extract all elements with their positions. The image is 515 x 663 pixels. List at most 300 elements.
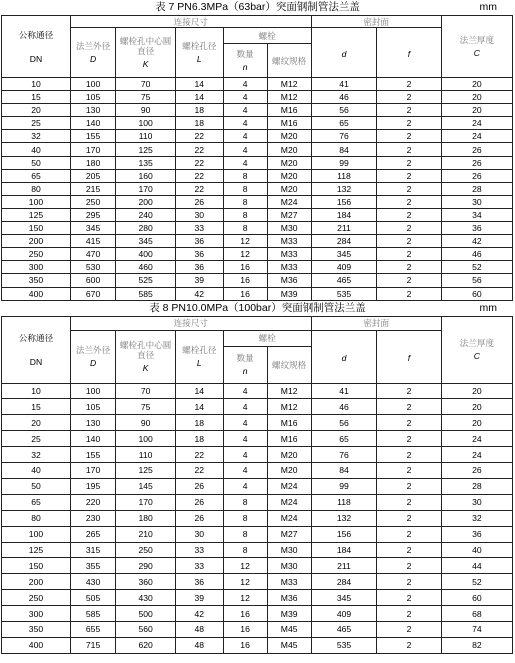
table-cell: 655 <box>70 621 115 637</box>
table-cell: 205 <box>70 169 115 182</box>
table-cell: 130 <box>70 415 115 431</box>
table-cell: 135 <box>116 156 176 169</box>
table-cell: 2 <box>377 590 441 606</box>
table-cell: 22 <box>176 169 223 182</box>
table-cell: 8 <box>223 222 267 235</box>
table-row <box>2 274 513 287</box>
table-cell: 170 <box>70 143 115 156</box>
table-cell: 82 <box>441 637 512 653</box>
table-cell: 180 <box>70 156 115 169</box>
table-cell: 84 <box>311 463 377 479</box>
table-cell: 2 <box>377 463 441 479</box>
table-cell: 12 <box>223 235 267 248</box>
table-cell: 20 <box>2 104 71 117</box>
table-row <box>2 235 513 248</box>
table-cell: 80 <box>2 182 71 195</box>
table-cell: 125 <box>116 463 176 479</box>
table-cell: 42 <box>176 606 223 622</box>
table-cell: 36 <box>176 261 223 274</box>
table-cell: 430 <box>70 574 115 590</box>
table-cell: 415 <box>70 235 115 248</box>
table-row <box>2 195 513 208</box>
table-cell: 48 <box>176 637 223 653</box>
table-row <box>2 287 513 300</box>
table-cell: 4 <box>223 399 267 415</box>
header-bolt-quantity <box>223 346 267 383</box>
table-cell: 75 <box>116 91 176 104</box>
table-cell: 30 <box>176 208 223 221</box>
table-cell: 50 <box>2 156 71 169</box>
table-cell: 4 <box>223 117 267 130</box>
table-cell: 125 <box>116 143 176 156</box>
header-bolt-hole-label: 螺栓孔径 <box>182 41 217 51</box>
table-cell: M39 <box>267 606 311 622</box>
table-cell: 20 <box>441 383 512 399</box>
table-cell: 65 <box>2 494 71 510</box>
table-row <box>2 130 513 143</box>
table-row <box>2 478 513 494</box>
table-row <box>2 431 513 447</box>
header-bolt-hole <box>176 330 223 383</box>
header-flange-od-label: 法兰外径 <box>75 345 111 356</box>
table-cell: 8 <box>223 169 267 182</box>
table-cell: 46 <box>311 399 377 415</box>
table-row <box>2 463 513 479</box>
table-row <box>2 182 513 195</box>
header-connection-dimensions-label: 连接尺寸 <box>173 16 209 27</box>
header-thread-size-label: 螺纹规格 <box>271 55 307 66</box>
table-cell: 355 <box>70 558 115 574</box>
table-cell: 18 <box>176 104 223 117</box>
table-cell: 20 <box>2 415 71 431</box>
table-cell: 2 <box>377 274 441 287</box>
table-cell: 210 <box>116 526 176 542</box>
table-cell: M30 <box>267 542 311 558</box>
table-cell: 409 <box>311 606 377 622</box>
table-cell: M16 <box>267 104 311 117</box>
table-row <box>2 510 513 526</box>
header-flange-od-symbol: D <box>89 358 97 369</box>
header-bolt-circle <box>116 28 176 78</box>
table-cell: 2 <box>377 169 441 182</box>
table-cell: 125 <box>2 542 71 558</box>
header-connection-dimensions <box>70 16 311 28</box>
flange-table <box>1 316 513 654</box>
table-row <box>2 526 513 542</box>
table-cell: 430 <box>116 590 176 606</box>
table-cell: 670 <box>70 287 115 300</box>
table-cell: 56 <box>441 274 512 287</box>
table-cell: 36 <box>176 574 223 590</box>
table-cell: 4 <box>223 130 267 143</box>
table-cell: 2 <box>377 222 441 235</box>
table-cell: 14 <box>176 399 223 415</box>
table-cell: 620 <box>116 637 176 653</box>
table-cell: 345 <box>70 222 115 235</box>
table-cell: 145 <box>116 478 176 494</box>
table-cell: 2 <box>377 637 441 653</box>
header-nominal-diameter-symbol: DN <box>29 53 43 64</box>
header-connection-dimensions <box>70 316 311 330</box>
table-cell: 75 <box>116 399 176 415</box>
table-cell: 26 <box>441 156 512 169</box>
table-row <box>2 542 513 558</box>
table-cell: 52 <box>441 261 512 274</box>
table-cell: 32 <box>2 130 71 143</box>
table-cell: 350 <box>2 621 71 637</box>
table-cell: 12 <box>223 574 267 590</box>
table-cell: 300 <box>2 261 71 274</box>
table-cell: 90 <box>116 415 176 431</box>
header-bolt-hole-symbol: L <box>196 358 202 369</box>
table-cell: 74 <box>441 621 512 637</box>
table-cell: 200 <box>116 195 176 208</box>
table-cell: 180 <box>116 510 176 526</box>
table-cell: 18 <box>176 117 223 130</box>
table-cell: 68 <box>441 606 512 622</box>
table-cell: 400 <box>2 637 71 653</box>
table-cell: 530 <box>70 261 115 274</box>
table-cell: 100 <box>116 117 176 130</box>
table-cell: 500 <box>116 606 176 622</box>
table-cell: 30 <box>441 494 512 510</box>
table-cell: 118 <box>311 494 377 510</box>
table-cell: M30 <box>267 558 311 574</box>
table-cell: 8 <box>223 208 267 221</box>
table-cell: 70 <box>116 78 176 91</box>
table-cell: M27 <box>267 208 311 221</box>
header-flange-thickness-symbol: C <box>473 48 480 58</box>
header-connection-dimensions-label: 连接尺寸 <box>173 318 209 329</box>
table-cell: 18 <box>176 431 223 447</box>
table-cell: 105 <box>70 399 115 415</box>
header-bolt-quantity-symbol: n <box>242 62 248 72</box>
table-cell: 26 <box>441 463 512 479</box>
table-cell: 130 <box>70 104 115 117</box>
table-cell: 16 <box>223 274 267 287</box>
table-cell: M36 <box>267 274 311 287</box>
table-cell: 46 <box>441 248 512 261</box>
table-cell: 280 <box>116 222 176 235</box>
table-cell: 8 <box>223 182 267 195</box>
table-cell: 52 <box>441 574 512 590</box>
table-cell: 26 <box>176 478 223 494</box>
table-cell: 2 <box>377 117 441 130</box>
table-cell: 22 <box>176 156 223 169</box>
header-bolt-hole-label: 螺栓孔径 <box>182 345 217 356</box>
table-row <box>2 91 513 104</box>
table-cell: 315 <box>70 542 115 558</box>
table-cell: 65 <box>311 117 377 130</box>
header-nominal-diameter-label: 公称通径 <box>18 332 54 343</box>
table-cell: 2 <box>377 447 441 463</box>
table-cell: 2 <box>377 399 441 415</box>
table-cell: M16 <box>267 117 311 130</box>
table-cell: 470 <box>70 248 115 261</box>
table-cell: 409 <box>311 261 377 274</box>
table-cell: 16 <box>223 621 267 637</box>
table-cell: 211 <box>311 558 377 574</box>
table-cell: 90 <box>116 104 176 117</box>
header-bolt-label: 螺栓 <box>258 30 276 41</box>
table-cell: 99 <box>311 478 377 494</box>
table-cell: 2 <box>377 478 441 494</box>
table-cell: 155 <box>70 130 115 143</box>
table-cell: 60 <box>441 590 512 606</box>
table-unit: mm <box>479 301 497 314</box>
table-cell: M24 <box>267 510 311 526</box>
table-cell: 200 <box>2 574 71 590</box>
table-cell: 32 <box>2 447 71 463</box>
header-bolt-circle-label: 螺栓孔中心圆直径 <box>119 340 172 361</box>
header-flange-thickness-symbol: C <box>473 351 480 362</box>
table-cell: M20 <box>267 143 311 156</box>
table-cell: 50 <box>2 478 71 494</box>
table-cell: M20 <box>267 130 311 143</box>
table-cell: 10 <box>2 78 71 91</box>
header-sealing-face <box>311 316 441 330</box>
table-cell: M30 <box>267 222 311 235</box>
table-cell: M24 <box>267 478 311 494</box>
table-cell: 25 <box>2 117 71 130</box>
header-bolt-quantity-label: 数量 <box>236 49 254 59</box>
table-cell: 39 <box>176 590 223 606</box>
table-cell: M20 <box>267 169 311 182</box>
table-cell: 28 <box>441 182 512 195</box>
header-thread-size <box>267 346 311 383</box>
header-seal-f <box>377 28 441 78</box>
table-cell: 150 <box>2 558 71 574</box>
table-title-row <box>0 0 515 15</box>
table-cell: 2 <box>377 182 441 195</box>
table-cell: 2 <box>377 542 441 558</box>
table-cell: M16 <box>267 415 311 431</box>
table-cell: 585 <box>116 287 176 300</box>
table-cell: 22 <box>176 182 223 195</box>
table-cell: 140 <box>70 431 115 447</box>
header-seal-f-symbol: f <box>407 49 411 59</box>
table-cell: 8 <box>223 195 267 208</box>
table-cell: M33 <box>267 261 311 274</box>
table-cell: 125 <box>2 208 71 221</box>
table-cell: 2 <box>377 235 441 248</box>
table-row <box>2 574 513 590</box>
table-cell: 400 <box>2 287 71 300</box>
table-cell: 20 <box>441 104 512 117</box>
header-bolt-quantity-label: 数量 <box>236 353 254 364</box>
table-cell: M24 <box>267 494 311 510</box>
table-cell: M20 <box>267 182 311 195</box>
table-cell: 4 <box>223 463 267 479</box>
table-cell: 4 <box>223 78 267 91</box>
table-cell: 32 <box>441 510 512 526</box>
table-cell: 2 <box>377 574 441 590</box>
table-cell: 34 <box>441 208 512 221</box>
header-thread-size <box>267 44 311 78</box>
table-cell: 184 <box>311 542 377 558</box>
table-cell: 4 <box>223 91 267 104</box>
table-cell: 20 <box>441 399 512 415</box>
table-cell: 4 <box>223 447 267 463</box>
table-cell: M20 <box>267 463 311 479</box>
table-cell: 2 <box>377 91 441 104</box>
table-cell: 250 <box>2 248 71 261</box>
table-cell: 56 <box>311 104 377 117</box>
table-row <box>2 383 513 399</box>
table-cell: 100 <box>2 526 71 542</box>
table-cell: 26 <box>176 195 223 208</box>
header-nominal-diameter-label: 公称通径 <box>18 29 54 40</box>
table-cell: 2 <box>377 526 441 542</box>
table-cell: 345 <box>116 235 176 248</box>
table-cell: 295 <box>70 208 115 221</box>
table-cell: 350 <box>2 274 71 287</box>
table-row <box>2 117 513 130</box>
header-seal-d-symbol: d <box>341 49 347 59</box>
table-row <box>2 261 513 274</box>
table-row <box>2 590 513 606</box>
table-cell: 2 <box>377 431 441 447</box>
table-cell: 42 <box>176 287 223 300</box>
table-cell: 36 <box>441 526 512 542</box>
table-cell: 14 <box>176 91 223 104</box>
header-bolt-circle-symbol: K <box>142 363 149 374</box>
table-cell: M12 <box>267 399 311 415</box>
header-seal-d <box>311 28 377 78</box>
table-cell: 28 <box>441 478 512 494</box>
table-cell: 42 <box>441 235 512 248</box>
table-row <box>2 104 513 117</box>
table-cell: M12 <box>267 78 311 91</box>
table-row <box>2 447 513 463</box>
table-cell: 360 <box>116 574 176 590</box>
header-flange-od <box>70 28 115 78</box>
table-cell: 4 <box>223 478 267 494</box>
table-cell: M27 <box>267 526 311 542</box>
table-cell: M16 <box>267 431 311 447</box>
header-seal-d <box>311 330 377 383</box>
table-cell: 170 <box>116 494 176 510</box>
table-cell: 2 <box>377 104 441 117</box>
header-flange-thickness-label: 法兰厚度 <box>459 338 495 349</box>
table-cell: 56 <box>311 415 377 431</box>
table-row <box>2 78 513 91</box>
table-cell: 132 <box>311 510 377 526</box>
table-row <box>2 558 513 574</box>
table-cell: 560 <box>116 621 176 637</box>
table-cell: 400 <box>116 248 176 261</box>
table-cell: 40 <box>441 542 512 558</box>
header-nominal-diameter <box>2 16 71 78</box>
table-cell: 150 <box>2 222 71 235</box>
table-cell: 8 <box>223 494 267 510</box>
header-nominal-diameter <box>2 316 71 383</box>
table-cell: 290 <box>116 558 176 574</box>
table-cell: 2 <box>377 287 441 300</box>
table-cell: 16 <box>223 287 267 300</box>
table-cell: 76 <box>311 130 377 143</box>
table-cell: 140 <box>70 117 115 130</box>
table-cell: M20 <box>267 156 311 169</box>
table-cell: 70 <box>116 383 176 399</box>
table-cell: 33 <box>176 542 223 558</box>
table-cell: 2 <box>377 130 441 143</box>
table-cell: 4 <box>223 415 267 431</box>
table-cell: 100 <box>2 195 71 208</box>
table-cell: 535 <box>311 637 377 653</box>
table-cell: 2 <box>377 621 441 637</box>
table-row <box>2 621 513 637</box>
table-cell: M45 <box>267 637 311 653</box>
header-bolt-circle-symbol: K <box>142 59 149 69</box>
table-cell: 26 <box>441 143 512 156</box>
header-bolt-hole-symbol: L <box>196 54 202 64</box>
table-cell: 4 <box>223 156 267 169</box>
table-cell: 18 <box>176 415 223 431</box>
header-nominal-diameter-symbol: DN <box>29 356 43 367</box>
table-cell: 16 <box>223 637 267 653</box>
table-cell: 525 <box>116 274 176 287</box>
header-sealing-face-label: 密封面 <box>363 16 390 27</box>
table-cell: 4 <box>223 431 267 447</box>
table-row <box>2 208 513 221</box>
table-cell: 100 <box>70 383 115 399</box>
table-cell: 284 <box>311 574 377 590</box>
table-cell: M36 <box>267 590 311 606</box>
table-cell: 200 <box>2 235 71 248</box>
table-cell: 4 <box>223 143 267 156</box>
table-title: 表 8 PN10.0MPa（100bar）突面钢制管法兰盖 <box>149 301 366 314</box>
table-cell: 110 <box>116 447 176 463</box>
table-cell: M45 <box>267 621 311 637</box>
table-cell: 8 <box>223 542 267 558</box>
table-cell: 15 <box>2 399 71 415</box>
table-cell: 24 <box>441 447 512 463</box>
table-cell: 465 <box>311 274 377 287</box>
table-cell: 26 <box>176 510 223 526</box>
header-bolt-quantity <box>223 44 267 78</box>
table-cell: 25 <box>2 431 71 447</box>
table-cell: 170 <box>116 182 176 195</box>
table-cell: 20 <box>441 91 512 104</box>
table-cell: 15 <box>2 91 71 104</box>
table-cell: 60 <box>441 287 512 300</box>
header-bolt-hole <box>176 28 223 78</box>
table-cell: 2 <box>377 494 441 510</box>
table-cell: 156 <box>311 195 377 208</box>
table-cell: 2 <box>377 261 441 274</box>
table-cell: 715 <box>70 637 115 653</box>
table-cell: 24 <box>441 117 512 130</box>
table-cell: 26 <box>441 169 512 182</box>
header-bolt-circle-label: 螺栓孔中心圆直径 <box>119 36 172 56</box>
table-cell: M33 <box>267 235 311 248</box>
table-cell: 535 <box>311 287 377 300</box>
table-cell: M12 <box>267 91 311 104</box>
table-row <box>2 169 513 182</box>
table-title: 表 7 PN6.3MPa（63bar）突面钢制管法兰盖 <box>155 1 360 13</box>
table-cell: 250 <box>116 542 176 558</box>
table-cell: 65 <box>2 169 71 182</box>
table-cell: 24 <box>441 431 512 447</box>
table-cell: 132 <box>311 182 377 195</box>
table-cell: 110 <box>116 130 176 143</box>
table-cell: M33 <box>267 574 311 590</box>
table-cell: 215 <box>70 182 115 195</box>
table-row <box>2 399 513 415</box>
table-cell: 2 <box>377 510 441 526</box>
table-cell: M24 <box>267 195 311 208</box>
